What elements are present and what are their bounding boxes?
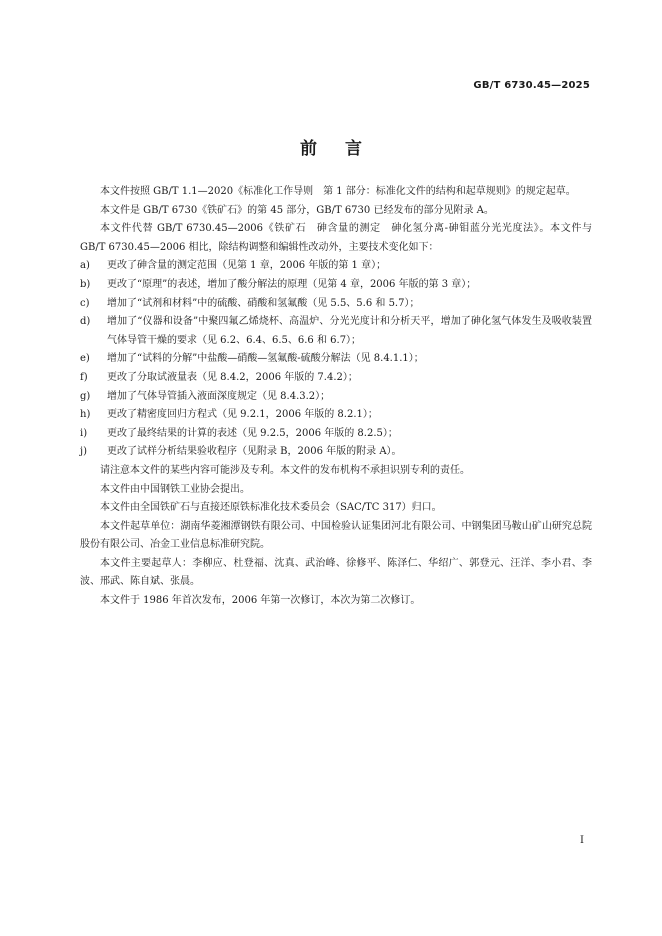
change-marker: f) — [80, 371, 88, 383]
change-item — [80, 295, 592, 314]
change-marker: j) — [80, 446, 88, 458]
change-item — [80, 350, 592, 369]
change-item — [80, 257, 592, 276]
change-marker: g) — [80, 390, 91, 402]
standard-number-header: GB/T 6730.45—2025 — [473, 80, 590, 91]
change-text: 增加了气体导管插入液面深度规定（见 8.4.3.2）； — [107, 390, 331, 402]
change-item — [80, 276, 592, 295]
change-marker: b) — [80, 278, 91, 290]
change-marker: a) — [80, 260, 90, 272]
intro-paragraph: 本文件是 GB/T 6730《铁矿石》的第 45 部分，GB/T 6730 已经发布的部分见附录 A。 — [100, 204, 494, 216]
document-body — [80, 183, 592, 611]
patent-notice-paragraph: 请注意本文件的某些内容可能涉及专利。本文件的发布机构不承担识别专利的责任。 — [100, 464, 470, 476]
change-item — [80, 369, 592, 388]
page-number: I — [580, 835, 584, 846]
change-item — [80, 388, 592, 407]
change-item — [80, 313, 592, 350]
change-text: 增加了“仪器和设备”中聚四氟乙烯烧杯、高温炉、分光光度计和分析天平，增加了砷化氢气体发生及吸收装置气体导管干燥的要求（见 6.2、6.4、6.5、6.6 和 6.7）； — [107, 316, 592, 346]
change-marker: i) — [80, 427, 88, 439]
change-text: 增加了“试剂和材料”中的硫酸、硝酸和氢氟酸（见 5.5、5.6 和 5.7）； — [107, 297, 420, 309]
intro-paragraph: 本文件按照 GB/T 1.1—2020《标准化工作导则 第 1 部分：标准化文件的结构和起草规则》的规定起草。 — [100, 186, 576, 197]
drafters-paragraph: 本文件主要起草人：李柳应、杜登福、沈真、武治峰、徐修平、陈泽仁、华绍广、郭登元、汪洋、李小君、李波、邢武、陈自斌、张晨。 — [80, 557, 592, 588]
change-text: 更改了“原理”的表述，增加了酸分解法的原理（见第 4 章，2006 年版的第 3 章）； — [107, 278, 477, 290]
publication-history-paragraph: 本文件于 1986 年首次发布，2006 年第一次修订，本次为第二次修订。 — [100, 595, 421, 607]
change-marker: c) — [80, 297, 90, 309]
committee-paragraph: 本文件由全国铁矿石与直接还原铁标准化技术委员会（SAC/TC 317）归口。 — [100, 502, 442, 514]
change-text: 更改了精密度回归方程式（见 9.2.1，2006 年版的 8.2.1）； — [107, 409, 378, 421]
drafting-units-paragraph: 本文件起草单位：湖南华菱湘潭钢铁有限公司、中国检验认证集团河北有限公司、中钢集团马鞍山矿山研究总院股份有限公司、冶金工业信息标准研究院。 — [80, 520, 592, 551]
change-text: 增加了“试料的分解”中盐酸—硝酸—氢氟酸-硫酸分解法（见 8.4.1.1）； — [107, 353, 424, 365]
page-title: 前言 — [300, 139, 390, 159]
change-text: 更改了砷含量的测定范围（见第 1 章，2006 年版的第 1 章）； — [107, 260, 387, 272]
change-marker: e) — [80, 353, 90, 365]
change-text: 更改了最终结果的计算的表述（见 9.2.5，2006 年版的 8.2.5）； — [107, 427, 398, 439]
change-text: 更改了试样分析结果验收程序（见附录 B，2006 年版的附录 A）。 — [107, 446, 402, 458]
change-item — [80, 443, 592, 462]
change-item — [80, 425, 592, 444]
intro-paragraph: 本文件代替 GB/T 6730.45—2006《铁矿石 砷含量的测定 砷化氢分离-砷钼蓝分光光度法》。本文件与 GB/T 6730.45—2006 相比，除结构调整和编辑性改动外，主要技术变化如下： — [80, 223, 592, 253]
change-marker: d) — [80, 316, 91, 328]
change-marker: h) — [80, 409, 91, 421]
change-text: 更改了分取试液量表（见 8.4.2，2006 年版的 7.4.2）； — [107, 371, 358, 383]
proposer-paragraph: 本文件由中国钢铁工业协会提出。 — [100, 483, 250, 495]
change-item — [80, 406, 592, 425]
